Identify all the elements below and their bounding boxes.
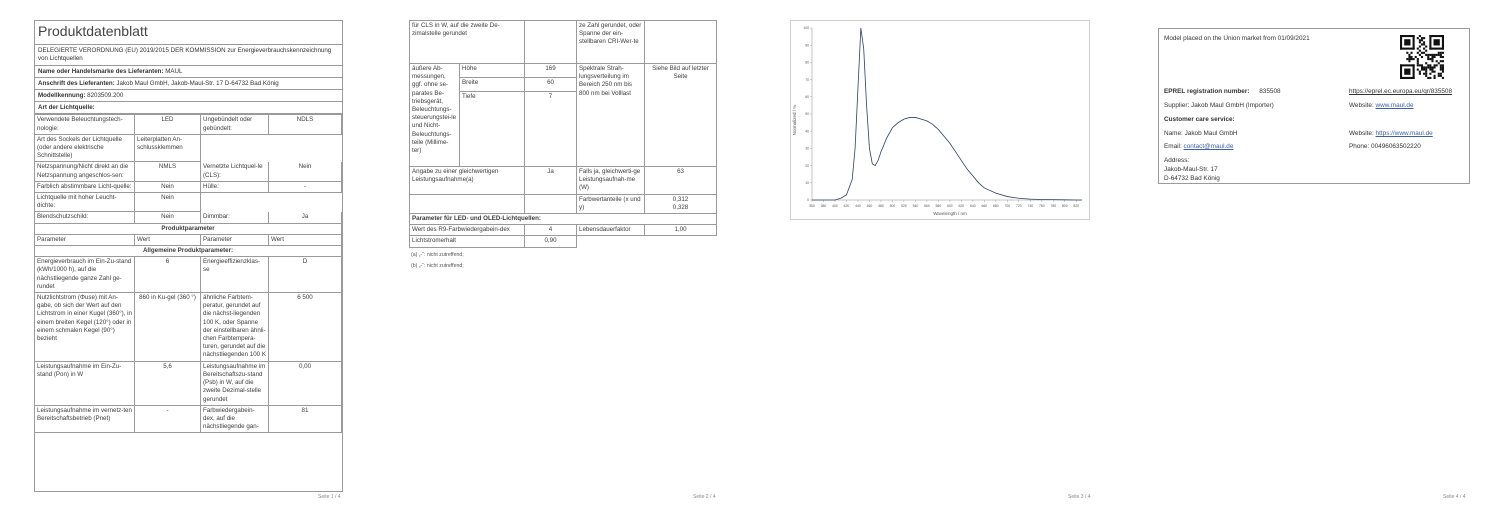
cell: Leistungsaufnahme im Bereitschaftszu-stand (Psb) in W, auf die zweite Dezimal-stelle gerundet	[201, 361, 269, 405]
x-tick-label: 660	[981, 204, 988, 208]
equiv-power-label: Falls ja, gleichwerti-ge Leistungsaufnah-me (W)	[577, 167, 645, 195]
spectral-value: Siehe Bild auf letzter Seite	[645, 64, 717, 167]
cell: 860 in Ku-gel (360 °)	[135, 293, 201, 362]
customer-care-heading: Customer care service:	[1164, 116, 1235, 123]
brand-value: MAUL	[165, 68, 183, 76]
y-axis-label: Normalized / %	[792, 104, 797, 136]
x-tick-label: 500	[889, 204, 896, 208]
cell: NMLS	[135, 162, 201, 181]
page-3	[780, 0, 1100, 510]
lumen-label: Lichtstromerhalt	[410, 236, 525, 247]
cell: 5,6	[135, 361, 201, 405]
allgemeine-heading: Allgemeine Produktparameter:	[35, 246, 342, 257]
address-line-2: D-64732 Bad König	[1164, 175, 1220, 182]
cell: Hülle:	[201, 181, 269, 192]
eprel-row	[1164, 88, 1281, 95]
parameters-table-continued	[409, 20, 717, 248]
table-row	[35, 361, 342, 405]
lightsource-type-heading: Art der Lichtquelle:	[35, 102, 342, 114]
supplier-value: Jakob Maul GmbH (Importer)	[1191, 102, 1274, 109]
website2-row	[1349, 130, 1433, 137]
address-label: Address:	[1164, 157, 1190, 164]
cell: Verwendete Beleuchtungstech-nologie:	[35, 115, 135, 134]
supplier-label: Supplier:	[1164, 102, 1190, 109]
cell: ze Zahl gerundet, oder Spanne der ein-stellbaren CRI-Wer-te	[577, 21, 645, 64]
r9-label: Wert des R9-Farbwiedergabein-dex	[410, 225, 525, 236]
cell: Lichtquelle mit hoher Leucht-dichte:	[35, 193, 135, 212]
dim-value: 169	[525, 64, 577, 78]
column-header: Parameter	[201, 234, 269, 245]
y-tick-label: 40	[805, 129, 809, 134]
model-row	[35, 90, 342, 102]
lumen-value: 0,90	[525, 236, 577, 247]
cell: D	[269, 257, 342, 293]
x-tick-label: 700	[1004, 204, 1011, 208]
dim-name: Höhe	[460, 64, 525, 78]
cell: 81	[269, 405, 342, 433]
spectrum-chart	[790, 20, 1090, 220]
name-row	[1164, 130, 1238, 137]
market-text: Model placed on the Union market from 01/09/2021	[1164, 35, 1310, 42]
x-tick-label: 620	[958, 204, 965, 208]
email-row	[1164, 143, 1233, 150]
equiv-label: Angabe zu einer gleichwertigen Leistungsaufnahme(a)	[410, 167, 525, 195]
cell: Leistungsaufnahme im Ein-Zu-stand (Pon) in W	[35, 361, 135, 405]
eprel-value: 835508	[1259, 88, 1281, 95]
cell: -	[269, 181, 342, 192]
website-row	[1349, 102, 1414, 109]
led-params-heading: Parameter für LED- und OLED-Lichtquellen:	[410, 214, 717, 225]
x-tick-label: 540	[912, 204, 919, 208]
table-row	[35, 212, 342, 223]
website-link[interactable]: www.maul.de	[1375, 102, 1414, 109]
cell: NDLS	[269, 115, 342, 134]
x-tick-label: 740	[1027, 204, 1034, 208]
cell: Farbwiedergabein-dex, auf die nächstliegende gan-	[201, 405, 269, 433]
survival-label: Lebensdauerfaktor	[577, 225, 645, 236]
y-tick-label: 30	[805, 146, 809, 151]
page-1-frame	[34, 20, 343, 492]
brand-row	[35, 66, 342, 78]
cell: für CLS in W, auf die zweite De-zimalstelle gerundet	[410, 21, 525, 64]
model-value: 8203509.200	[87, 92, 124, 100]
table-row	[35, 246, 342, 257]
cell: ähnliche Farbtem-peratur, gerundet auf die nächst-liegenden 100 K, oder Spanne der einstellbaren ähnli-chen Farbtempera-turen, gerundet auf die nächstliegenden 100 K	[201, 293, 269, 362]
name-label: Name:	[1164, 130, 1183, 137]
address-line-1: Jakob-Maul-Str. 17	[1164, 166, 1218, 173]
y-tick-label: 80	[805, 60, 809, 65]
page-number: Seite 2 / 4	[693, 494, 716, 500]
x-tick-label: 560	[924, 204, 930, 208]
x-tick-label: 400	[832, 204, 838, 208]
empty-cell	[201, 134, 342, 162]
y-tick-label: 60	[805, 95, 809, 99]
cell: Farblich abstimmbare Licht-quelle:	[35, 181, 135, 192]
table-row	[35, 115, 342, 134]
page-number: Seite 1 / 4	[318, 494, 341, 500]
equiv-value: Ja	[525, 167, 577, 195]
cell: Nein	[135, 212, 201, 223]
y-tick-label: 0	[807, 198, 809, 203]
table-row	[35, 193, 342, 212]
footnote-b: (b) „-“: nicht zutreffend;	[411, 263, 464, 269]
table-row	[410, 21, 717, 64]
table-row	[35, 223, 342, 234]
cell: Ungebündelt oder gebündelt:	[201, 115, 269, 134]
cell: Dimmbar:	[201, 212, 269, 223]
cell: Energieverbrauch im Ein-Zu-stand (kWh/1000 h), auf die nächstliegende ganze Zahl ge-rundet	[35, 257, 135, 293]
qr-code-icon	[1400, 35, 1444, 79]
x-tick-label: 360	[809, 204, 815, 208]
dimensions-label: äußere Ab-messungen, ggf. ohne se-parates Be-triebsgerät, Beleuchtungs-steuerungstei-le und Nicht-Beleuchtungs-teile (Millime-ter)	[410, 64, 460, 167]
dim-name: Tiefe	[460, 92, 525, 167]
x-tick-label: 760	[1038, 204, 1045, 208]
cell: LED	[135, 115, 201, 134]
website2-link[interactable]: https://www.maul.de	[1375, 130, 1433, 137]
cell: Leistungsaufnahme im vernetz-ten Bereitschaftsbetrieb (Pnet)	[35, 405, 135, 433]
email-link[interactable]: contact@maul.de	[1183, 143, 1234, 150]
cell: Nutzlichtstrom (Φuse) mit An-gabe, ob sich der Wert auf den Lichtstrom in einer Kugel (360°), in einem breiten Kegel (120°) oder in einem schmalen Kegel (90°) bezieht	[35, 293, 135, 362]
x-tick-label: 720	[1015, 204, 1022, 208]
address-label: Anschrift des Lieferanten:	[38, 80, 115, 88]
page-2	[405, 0, 725, 510]
cell: Nein	[135, 181, 201, 192]
address-row	[35, 78, 342, 90]
chroma-y: 0,328	[672, 203, 689, 211]
x-tick-label: 440	[855, 204, 861, 208]
eprel-label: EPREL registration number:	[1164, 88, 1250, 95]
x-tick-label: 520	[901, 204, 907, 208]
equiv-power-value: 63	[645, 167, 717, 195]
column-header: Wert	[269, 234, 342, 245]
table-row	[410, 236, 717, 247]
cell: Ja	[269, 212, 342, 223]
eprel-info-box	[1158, 28, 1470, 184]
x-tick-label: 420	[843, 204, 850, 208]
page-number: Seite 3 / 4	[1068, 494, 1091, 500]
regulation-text: DELEGIERTE VERORDNUNG (EU) 2019/2015 DER KOMMISSION zur Energieverbrauchskennzeichnung von Lichtquellen	[35, 45, 342, 66]
website2-label: Website:	[1349, 130, 1374, 137]
cell: Nein	[135, 193, 201, 212]
table-row	[35, 405, 342, 433]
cell: Netzspannung/Nicht direkt an die Netzspannung angeschlos-sen:	[35, 162, 135, 181]
y-tick-label: 10	[805, 181, 809, 185]
model-label: Modellkennung:	[38, 92, 86, 100]
y-tick-label: 20	[805, 163, 809, 168]
supplier-row	[1164, 102, 1274, 109]
table-row	[410, 225, 717, 236]
x-tick-label: 640	[970, 204, 976, 208]
cell: Leiterplatten An-schlussklemmen	[135, 134, 201, 162]
y-tick-label: 90	[805, 43, 809, 48]
x-axis-label: Wavelength / nm	[933, 211, 967, 216]
name-value: Jakob Maul GmbH	[1184, 130, 1238, 137]
brand-label: Name oder Handelsmarke des Lieferanten:	[38, 68, 164, 76]
cell: -	[135, 405, 201, 433]
chart-frame	[791, 21, 1090, 220]
cell: 0,00	[269, 361, 342, 405]
page-1	[30, 0, 350, 510]
table-row	[35, 134, 342, 162]
x-tick-label: 380	[820, 204, 827, 208]
phone-label: Phone:	[1349, 143, 1370, 150]
column-header: Parameter	[35, 234, 135, 245]
empty-cell	[201, 193, 342, 212]
chroma-values	[645, 194, 717, 213]
x-tick-label: 780	[1050, 204, 1057, 208]
y-tick-label: 70	[805, 77, 809, 82]
survival-value: 1,00	[645, 225, 717, 236]
cell: Art des Sockels der Lichtquelle (oder andere elektrische Schnittstelle)	[35, 134, 135, 162]
chroma-label: Farbwertanteile (x und y)	[577, 194, 645, 213]
footnote-a: (a) „-“: nicht zutreffend;	[411, 252, 464, 258]
table-row	[35, 257, 342, 293]
column-header: Wert	[135, 234, 201, 245]
chroma-x: 0,312	[672, 195, 689, 203]
page-number: Seite 4 / 4	[1443, 494, 1466, 500]
cell: Vernetzte Lichtquel-le (CLS):	[201, 162, 269, 181]
cell: 6 500	[269, 293, 342, 362]
x-tick-label: 680	[992, 204, 999, 208]
r9-value: 4	[525, 225, 577, 236]
dim-value: 7	[525, 92, 577, 167]
page-4	[1155, 0, 1475, 510]
cell: Blendschutzschild:	[35, 212, 135, 223]
cell: 6	[135, 257, 201, 293]
x-tick-label: 480	[878, 204, 884, 208]
table-row	[35, 181, 342, 192]
y-tick-label: 50	[805, 112, 809, 117]
phone-row	[1349, 143, 1421, 150]
address-value: Jakob Maul GmbH, Jakob-Maul-Str. 17 D-64732 Bad König	[116, 80, 279, 88]
x-tick-label: 580	[935, 204, 942, 208]
table-row	[35, 293, 342, 362]
x-tick-label: 820	[1073, 204, 1080, 208]
produktparameter-heading: Produktparameter	[35, 223, 342, 234]
x-tick-label: 800	[1061, 204, 1068, 208]
eprel-link[interactable]: https://eprel.ec.europa.eu/qr/835508	[1349, 88, 1453, 95]
table-row	[410, 194, 717, 213]
cell: Nein	[269, 162, 342, 181]
cell: Energieeffizienzklas-se	[201, 257, 269, 293]
phone-value: 00496063502220	[1371, 143, 1421, 150]
datasheet-title: Produktdatenblatt	[35, 21, 342, 45]
email-label: Email:	[1164, 143, 1182, 150]
table-row	[410, 214, 717, 225]
table-row	[410, 64, 717, 78]
table-header-row	[35, 234, 342, 245]
dim-value: 60	[525, 78, 577, 92]
lightsource-table	[34, 114, 342, 433]
table-row	[35, 162, 342, 181]
x-tick-label: 460	[866, 204, 873, 208]
spectral-label: Spektrale Strah-lungsverteilung im Bereich 250 nm bis 800 nm bei Volllast	[577, 64, 645, 167]
dim-name: Breite	[460, 78, 525, 92]
table-row	[410, 167, 717, 195]
website-label: Website:	[1349, 102, 1374, 109]
x-tick-label: 600	[947, 204, 953, 208]
y-tick-label: 100	[803, 26, 809, 31]
